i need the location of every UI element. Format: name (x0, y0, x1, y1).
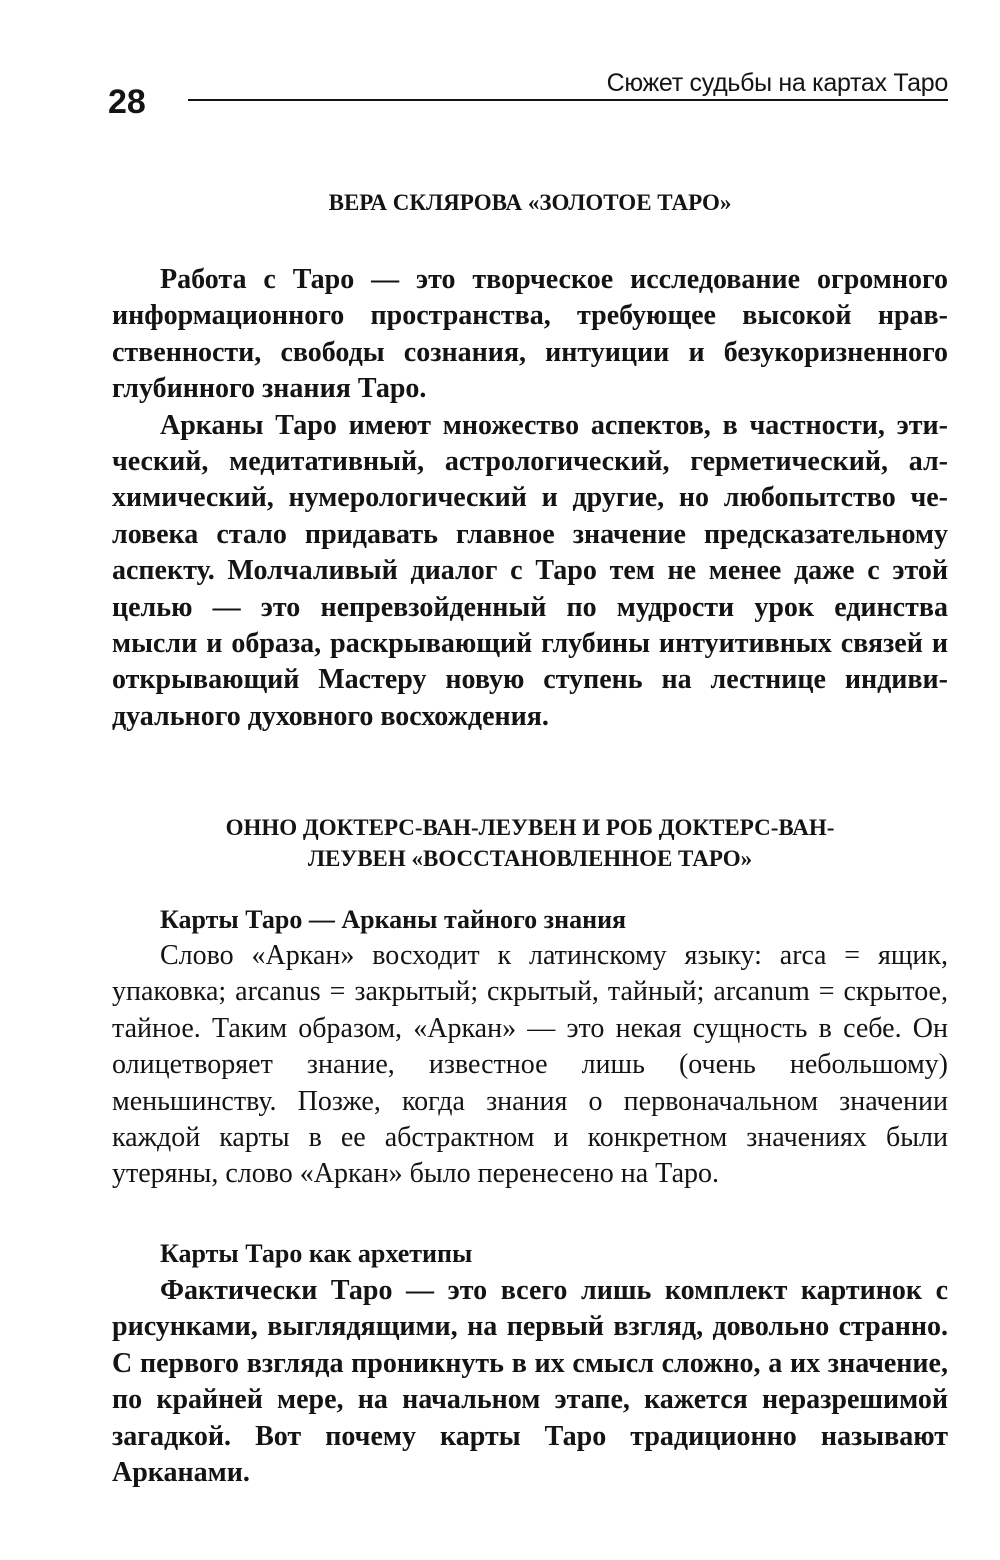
subsection-body-arcana (112, 938, 948, 1193)
paragraph: Работа с Таро — это творческое исследование огромного информационного пространства, требующее высокой нравственности, свободы сознания, интуиции и безукоризненного глубинного знания Таро. (112, 264, 948, 405)
paragraph: Арканы Таро имеют множество аспектов, в частности, этический, медитативный, астрологический, герметический, алхимический, нумерологический и другие, но любопытство человека стало придавать главное значение предсказательному аспекту. Молчаливый диалог с Таро тем не менее даже с этой целью — это непревзойденный по мудрости урок единства мысли и образа, раскрывающий глубины интуитивных связей и открывающий Мастеру новую ступень на лестнице индивидуального духовного восхождения. (112, 409, 948, 732)
running-title: Сюжет судьбы на картах Таро (606, 69, 948, 97)
paragraph: Слово «Аркан» восходит к латинскому языку: arca = ящик, упаковка; arcanus = закрытый; скрытый, тайный; arcanum = скрытое, тайное. Таким образом, «Аркан» — это некая сущность в себе. Он олицетворяет знание, известное лишь (очень небольшому) меньшинству. Позже, когда знания о первоначальном значении каждой карты в ее абстрактном и конкретном значениях были утеряны, слово «Аркан» было перенесено на Таро. (112, 940, 948, 1190)
paragraph: Фактически Таро — это всего лишь комплект картинок с рисунками, выглядящими, на первый взгляд, довольно странно. С первого взгляда проникнуть в их смысл сложно, а их значение, по крайней мере, на начальном этапе, кажется неразрешимой загадкой. Вот почему карты Таро традиционно называют Арканами. (112, 1275, 948, 1489)
subsection-body-archetypes (112, 1273, 948, 1491)
page-number: 28 (108, 83, 146, 121)
header-rule (188, 99, 948, 101)
subsection-heading-arcana: Карты Таро — Арканы тайного знания (160, 905, 627, 934)
heading-line: ОННО ДОКТЕРС-ВАН-ЛЕУВЕН И РОБ ДОКТЕРС-ВАН- (225, 815, 835, 840)
section-body-zolotoe-taro (112, 262, 948, 735)
subsection-heading-archetypes: Карты Таро как архетипы (160, 1239, 473, 1268)
heading-line: ЛЕУВЕН «ВОССТАНОВЛЕННОЕ ТАРО» (307, 846, 753, 871)
running-head (0, 0, 1000, 130)
section-heading-vosstanovlennoe-taro (112, 812, 948, 874)
section-heading-zolotoe-taro: ВЕРА СКЛЯРОВА «ЗОЛОТОЕ ТАРО» (328, 190, 732, 215)
